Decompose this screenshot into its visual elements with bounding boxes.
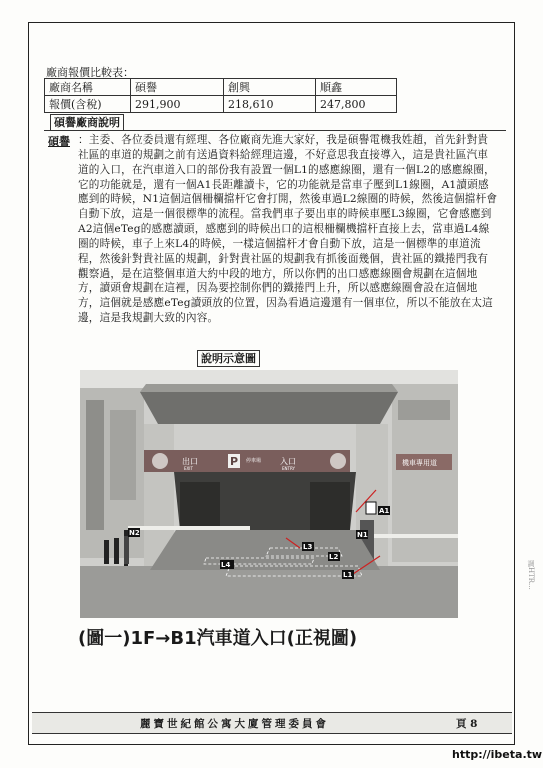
table-row — [45, 96, 397, 113]
label-a1: A1 — [379, 507, 390, 515]
vendor-tag: 碩譽 — [48, 135, 70, 148]
table-cell: 291,900 — [131, 96, 224, 113]
footer-organization: 麗寶世紀館公寓大廈管理委員會 — [140, 718, 329, 730]
page-border-left — [28, 22, 29, 744]
page-border-right — [514, 22, 515, 744]
label-n1: N1 — [357, 531, 368, 539]
exit-sign: 出口 — [182, 457, 198, 466]
table-cell: 218,610 — [224, 96, 316, 113]
parking-p-sign: P — [229, 455, 239, 468]
parking-sign-small: 停車場 — [246, 458, 262, 464]
table-cell: 創興 — [224, 79, 316, 96]
label-l2: L2 — [329, 553, 339, 561]
page-border-bottom — [28, 744, 515, 745]
vendor-statement: ：主委、各位委員還有經理、各位廠商先進大家好，我是碩譽電機我姓趙，首先針對貴社區的車道的規劃之前有送過資料給經理這邊，不好意思我直接導入，這是貴社區汽車道的入口，在汽車道入口的部份我有設置一個L1的感應線圈，還有一個L2的感應線圈，它的功能就是，還有一個A1長距離讀卡，它的功能就是當車子壓到L1線圈，A1讀頭感應到的時候，N1這個這個柵欄擋杆它會打開，然後車過L2線圈的時候，然後這個擋杆會自動下放，這是一個很標準的流程。當我們車子要出車的時候車壓L3線圈，它會感應到A2這個eTeg的感應讀頭，感應到的時候出口的這根柵欄機擋杆直接上去，當車過L4線圈的時候，車子上來L4的時候，一樣這個擋杆才會自動下放，這是一個標準的車道流程，然後針對貴社區的規劃，針對貴社區的規劃我有抓後面幾個，貴社區的鐵捲門我有觀察過，是在這整個車道大約中段的地方，所以你們的出口感應線圈會規劃在這個地方，讀頭會規劃在這裡，因為要控制你們的鐵捲門上升，所以感應線圈會設在這個地方，這個就是感應eTeg讀頭放的位置，因為看過這邊還有一個車位，所以不能放在太這邊，這是我規劃大致的內容。 — [78, 134, 498, 325]
label-l4: L4 — [221, 561, 231, 569]
label-l3: L3 — [303, 543, 313, 551]
driveway-entrance-photo — [80, 370, 458, 618]
figure-caption: (圖一)1F→B1汽車道入口(正視圖) — [78, 628, 358, 649]
watermark: http://ibeta.tw — [452, 748, 543, 761]
section-heading: 碩譽廠商說明 — [50, 114, 124, 130]
side-mark: 調HTR... — [527, 560, 535, 590]
table-cell: 247,800 — [316, 96, 397, 113]
section-divider — [44, 130, 506, 131]
label-n2: N2 — [129, 529, 140, 537]
entry-sign: 入口 — [280, 457, 296, 466]
entry-sign-en: ENTRY — [282, 466, 295, 471]
price-compare-table — [44, 78, 397, 113]
table-cell: 碩譽 — [131, 79, 224, 96]
footer-page-number: 頁 8 — [456, 718, 478, 730]
compare-table-title: 廠商報價比較表： — [46, 66, 134, 79]
label-l1: L1 — [343, 571, 353, 579]
table-row — [45, 79, 397, 96]
table-cell: 報價(含稅) — [45, 96, 131, 113]
diagram-label: 說明示意圖 — [197, 350, 260, 367]
exit-sign-en: EXIT — [184, 466, 193, 471]
table-cell: 廠商名稱 — [45, 79, 131, 96]
table-cell: 順鑫 — [316, 79, 397, 96]
motorcycle-lane-sign: 機車專用道 — [402, 459, 437, 467]
page-border-top — [28, 22, 514, 23]
